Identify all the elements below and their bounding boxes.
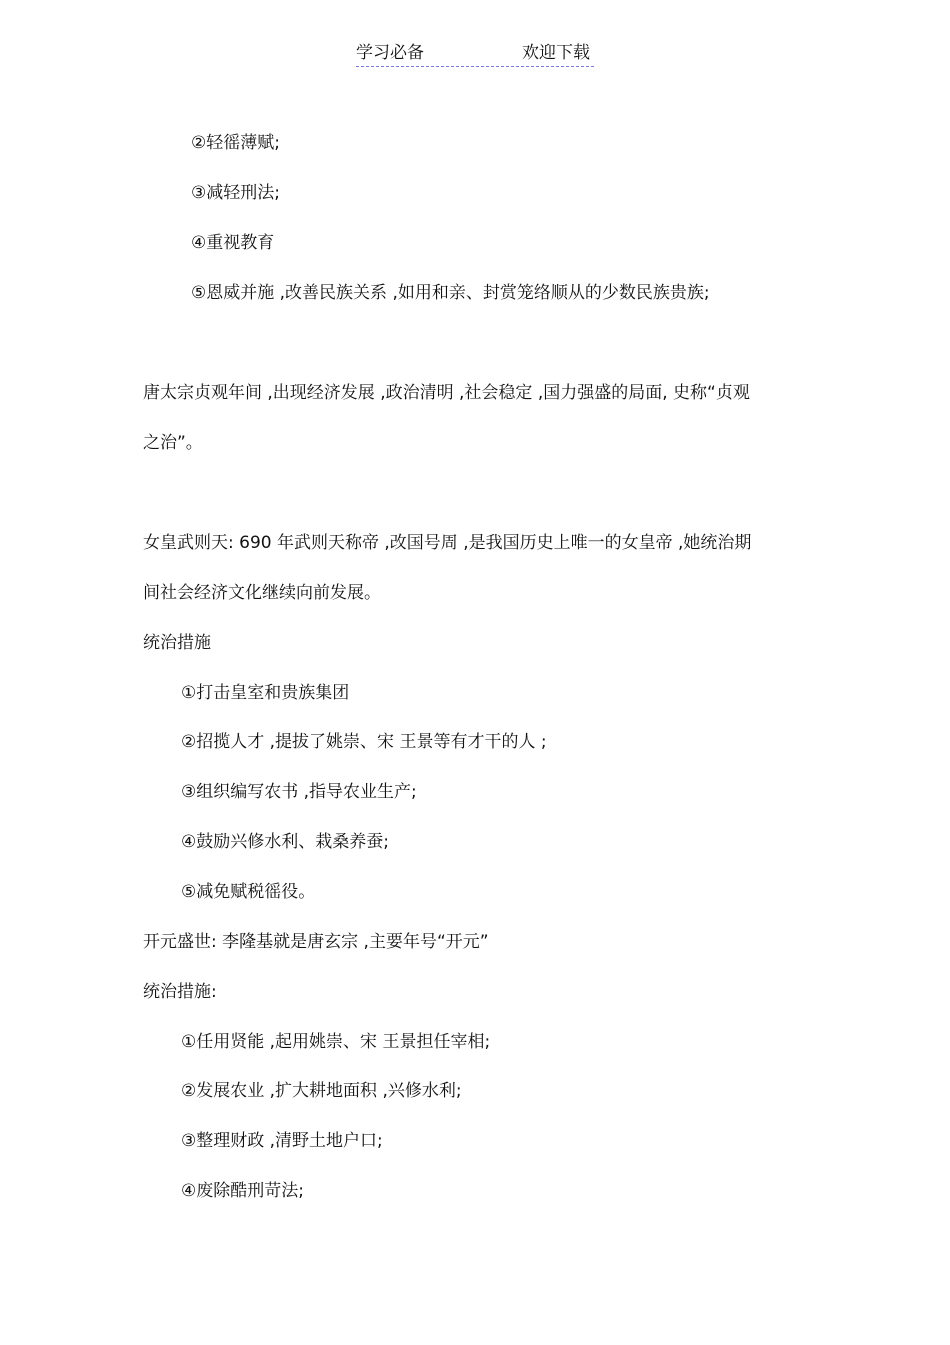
wuzetian-measure-4: ④鼓励兴修水利、栽桑养蚕; <box>181 832 389 852</box>
taizong-measure-2: ②轻徭薄赋; <box>191 133 280 153</box>
wuzetian-measure-1: ①打击皇室和贵族集团 <box>181 683 350 703</box>
kaiyuan-measure-4: ④废除酷刑苛法; <box>181 1181 304 1201</box>
wuzetian-measure-5: ⑤减免赋税徭役。 <box>181 882 316 902</box>
wuzetian-measure-2: ②招揽人才 ,提拔了姚崇、宋 王景等有才干的人 ; <box>181 732 547 752</box>
taizong-measure-3: ③减轻刑法; <box>191 183 280 203</box>
kaiyuan-measure-2: ②发展农业 ,扩大耕地面积 ,兴修水利; <box>181 1081 462 1101</box>
zhenguan-paragraph-line-1: 唐太宗贞观年间 ,出现经济发展 ,政治清明 ,社会稳定 ,国力强盛的局面, 史称“贞观 <box>143 383 750 403</box>
wuzetian-measures-title: 统治措施 <box>143 633 211 653</box>
taizong-measure-5: ⑤恩威并施 ,改善民族关系 ,如用和亲、封赏笼络顺从的少数民族贵族; <box>191 283 710 303</box>
zhenguan-paragraph-line-2: 之治”。 <box>143 433 203 453</box>
page-header <box>356 40 594 67</box>
wuzetian-paragraph-line-2: 间社会经济文化继续向前发展。 <box>143 583 381 603</box>
taizong-measure-4: ④重视教育 <box>191 233 275 253</box>
kaiyuan-intro: 开元盛世: 李隆基就是唐玄宗 ,主要年号“开元” <box>143 932 489 952</box>
kaiyuan-measure-3: ③整理财政 ,清野土地户口; <box>181 1131 383 1151</box>
kaiyuan-measure-1: ①任用贤能 ,起用姚崇、宋 王景担任宰相; <box>181 1032 491 1052</box>
kaiyuan-measures-title: 统治措施: <box>143 982 217 1002</box>
header-left-text: 学习必备 <box>356 43 424 63</box>
wuzetian-measure-3: ③组织编写农书 ,指导农业生产; <box>181 782 417 802</box>
header-right-text: 欢迎下载 <box>522 43 590 63</box>
wuzetian-paragraph-line-1: 女皇武则天: 690 年武则天称帝 ,改国号周 ,是我国历史上唯一的女皇帝 ,她统治期 <box>143 533 752 553</box>
